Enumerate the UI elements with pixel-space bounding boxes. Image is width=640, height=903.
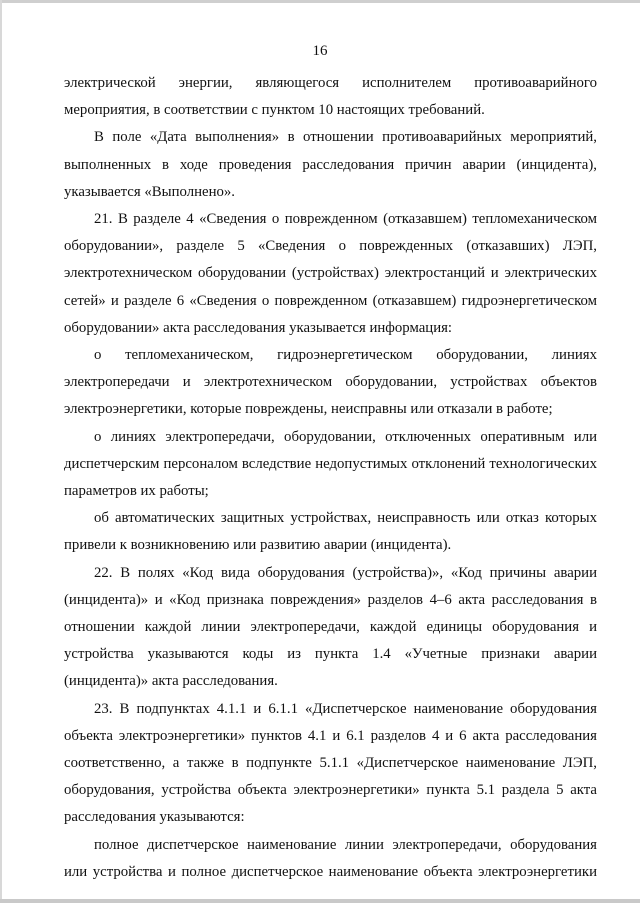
list-item-disconnected-lines: о линиях электропередачи, оборудовании, отключенных оперативным или диспетчерским персоналом вследствие недопустимых отклонений технологических параметров их работы; bbox=[64, 428, 597, 500]
paragraph-continuation: электрической энергии, являющегося исполнителем противоаварийного мероприятия, в соответствии с пунктом 10 настоящих требований. bbox=[64, 75, 597, 119]
paragraph-23: 23. В подпунктах 4.1.1 и 6.1.1 «Диспетчерское наименование оборудования объекта электроэнергетики» пунктов 4.1 и 6.1 разделов 4 и 6 акта расследования соответственно, а также в подпункте 5.1.1 «Диспетчерское наименование ЛЭП, оборудования, устройства объекта электроэнергетики» пункта 5.1 раздела 5 акта расследования указываются: bbox=[64, 700, 597, 826]
paragraph-full-dispatch-name: полное диспетчерское наименование линии электропередачи, оборудования или устройства и полное диспетчерское наименование объекта электроэнергетики bbox=[64, 836, 597, 880]
paragraph-21: 21. В разделе 4 «Сведения о поврежденном (отказавшем) тепломеханическом оборудовании», разделе 5 «Сведения о поврежденных (отказавших) ЛЭП, электротехническом оборудовании (устройствах) электростанций и электрических сетей» и разделе 6 «Сведения о поврежденном (отказавшем) гидроэнергетическом оборудовании» акта расследования указывается информация: bbox=[64, 211, 597, 336]
scan-edge-top bbox=[0, 0, 640, 3]
scan-edge-bottom bbox=[0, 899, 640, 903]
page-number: 16 bbox=[312, 43, 328, 59]
list-item-protective-devices: об автоматических защитных устройствах, неисправность или отказ которых привели к возникновению или развитию аварии (инцидента). bbox=[64, 510, 597, 554]
paragraph-22: 22. В полях «Код вида оборудования (устройства)», «Код причины аварии (инцидента)» и «Код признака повреждения» разделов 4–6 акта расследования в отношении каждой линии электропередачи, каждой единицы оборудования и устройства указываются коды из пункта 1.4 «Учетные признаки аварии (инцидента)» акта расследования. bbox=[64, 564, 597, 690]
paragraph-completion-date: В поле «Дата выполнения» в отношении противоаварийных мероприятий, выполненных в ходе проведения расследования причин аварии (инцидента), указывается «Выполнено». bbox=[64, 129, 597, 200]
document-body bbox=[64, 70, 597, 886]
list-item-damaged-equipment: о тепломеханическом, гидроэнергетическом оборудовании, линиях электропередачи и электротехническом оборудовании, устройствах объектов электроэнергетики, которые повреждены, неисправны или отказали в работе; bbox=[64, 347, 597, 418]
scan-edge-left bbox=[0, 0, 2, 903]
